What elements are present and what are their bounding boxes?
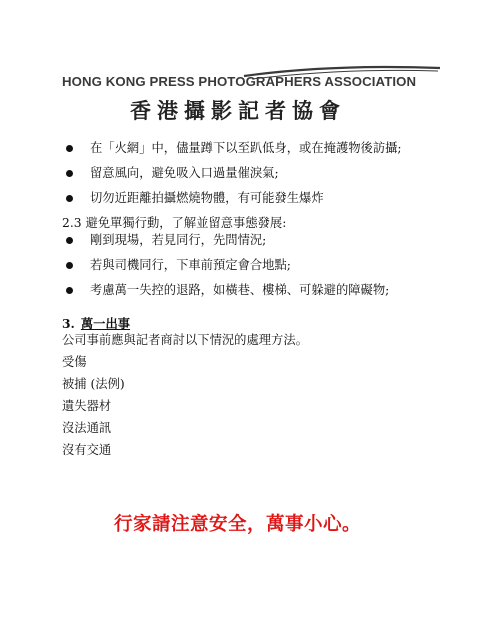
bullet-icon xyxy=(66,170,73,177)
section-3-intro: 公司事前應與記者商討以下情況的處理方法。 xyxy=(62,333,308,347)
association-logo xyxy=(62,74,450,125)
list-item: 沒有交通 xyxy=(62,443,112,457)
bullet-icon xyxy=(66,195,73,202)
bullet-icon xyxy=(66,262,73,269)
list-item: 遺失器材 xyxy=(62,399,112,413)
bullet-icon xyxy=(66,287,73,294)
list-item: 受傷 xyxy=(62,355,87,369)
section-3-heading xyxy=(62,316,442,332)
bullet-icon xyxy=(66,237,73,244)
list-item: 被捕 (法例) xyxy=(62,377,125,391)
logo-swoosh-graphic xyxy=(242,62,442,82)
list-item: 剛到現場，若見同行，先問情況; xyxy=(62,232,442,248)
section-number: 3. xyxy=(62,316,75,331)
list-item: 留意風向，避免吸入口過量催淚氣; xyxy=(62,165,442,181)
logo-english-name: HONG KONG PRESS PHOTOGRAPHERS ASSOCIATION xyxy=(62,74,450,89)
list-item: 若與司機同行，下車前預定會合地點; xyxy=(62,257,442,273)
list-item: 考慮萬一失控的退路，如橫巷、樓梯、可躲避的障礙物; xyxy=(62,282,442,298)
bullet-icon xyxy=(66,145,73,152)
section-title: 萬一出事 xyxy=(80,316,131,331)
document-body xyxy=(62,140,442,464)
list-item: 切勿近距離拍攝燃燒物體，有可能發生爆炸 xyxy=(62,190,442,206)
list-item: 沒法通訊 xyxy=(62,421,112,435)
logo-chinese-name: 香港攝影記者協會 xyxy=(130,99,346,123)
section-2-3-heading: 2.3 避免單獨行動，了解並留意事態發展: xyxy=(62,216,287,230)
safety-warning: 行家請注意安全，萬事小心。 xyxy=(114,514,362,535)
list-item: 在「火網」中，儘量蹲下以至趴低身，或在掩護物後訪攝; xyxy=(62,140,442,156)
